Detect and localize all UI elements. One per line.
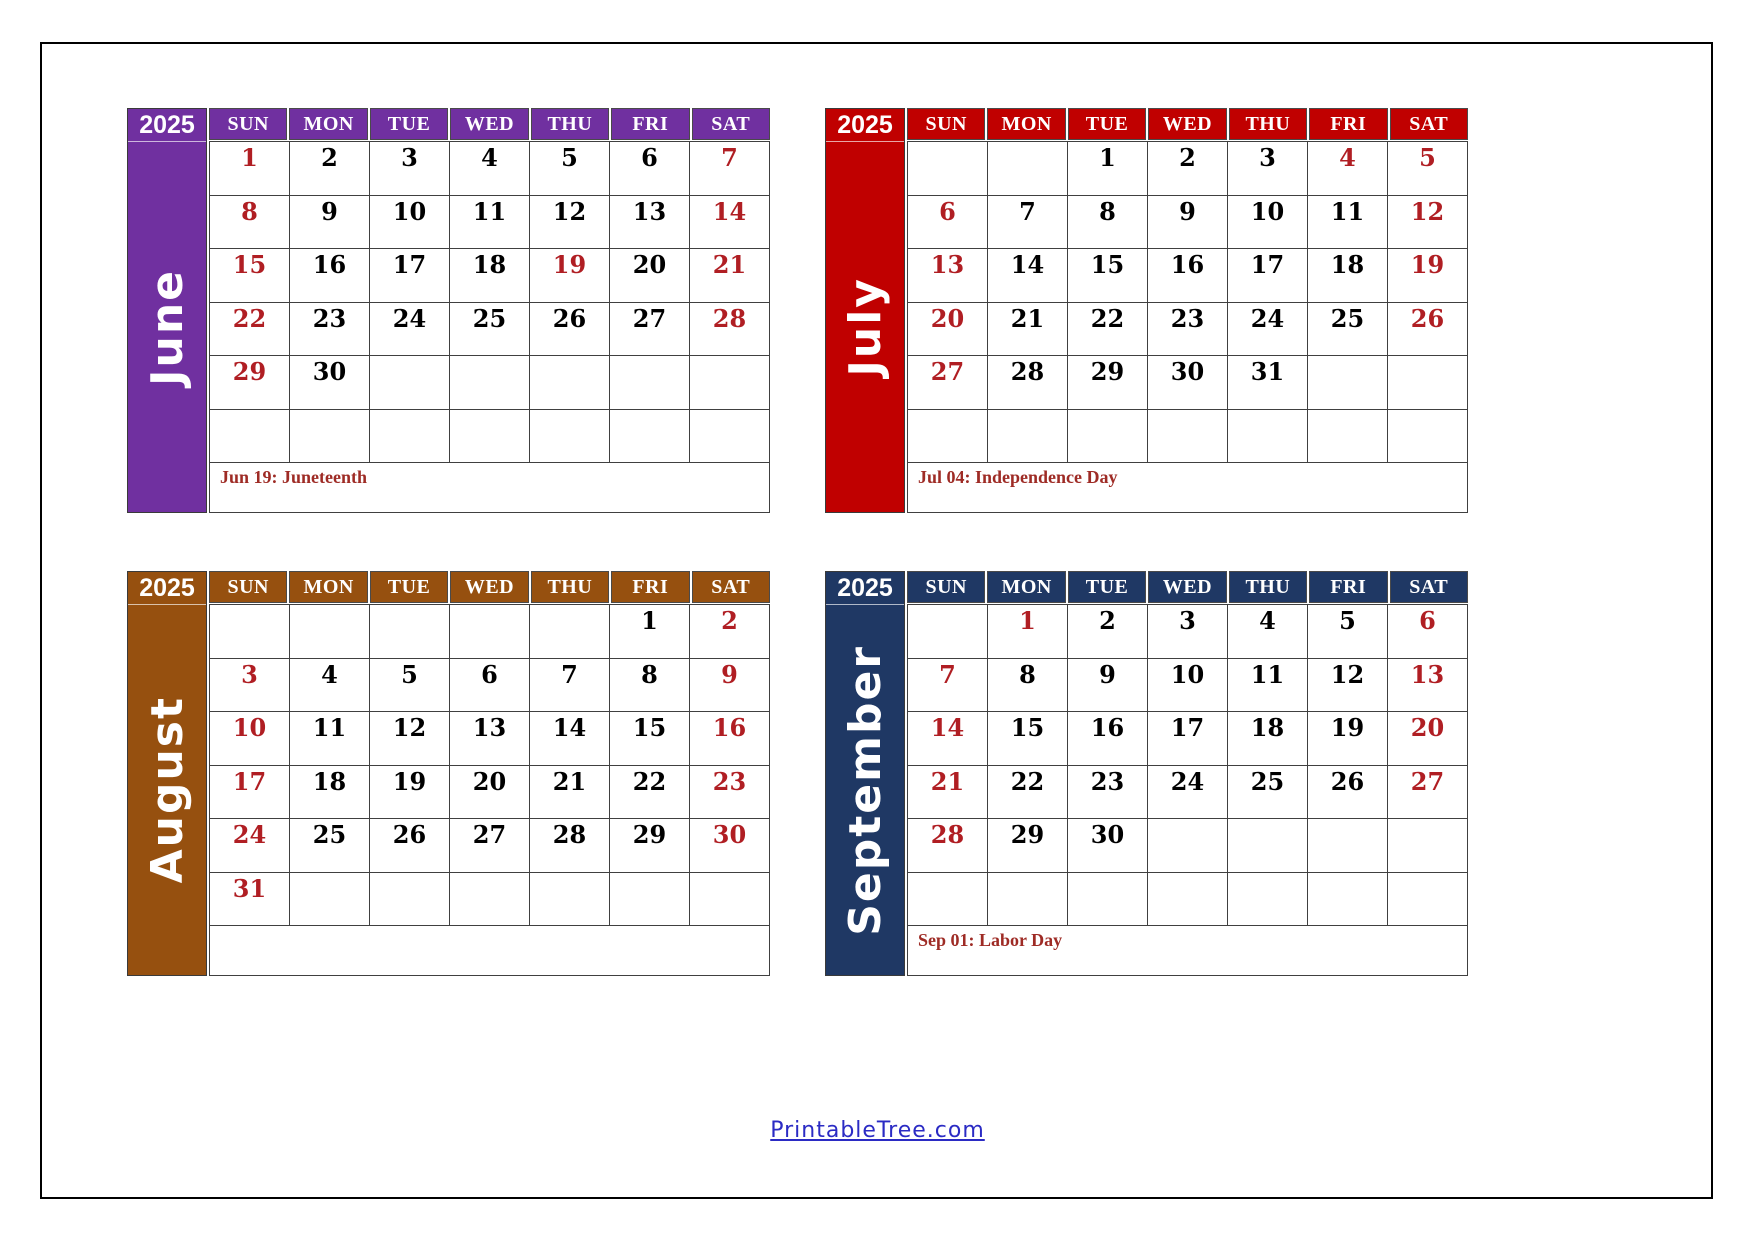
- date-cell: [530, 605, 610, 659]
- month-sidebar: [127, 108, 207, 513]
- date-cell: 26: [1388, 303, 1468, 357]
- date-cell: [370, 410, 450, 464]
- footer: [0, 1118, 1755, 1143]
- date-cell: 16: [1148, 249, 1228, 303]
- date-cell: 4: [1228, 605, 1308, 659]
- date-cell: 2: [1068, 605, 1148, 659]
- date-cell: 24: [1148, 766, 1228, 820]
- month-grid-area: [209, 108, 770, 513]
- date-grid: [209, 604, 770, 926]
- date-cell: [1228, 819, 1308, 873]
- date-cell: 10: [1228, 196, 1308, 250]
- month-name: [826, 605, 904, 975]
- date-cell: 7: [530, 659, 610, 713]
- date-cell: 12: [530, 196, 610, 250]
- date-cell: 26: [1308, 766, 1388, 820]
- date-cell: 28: [690, 303, 770, 357]
- year-label: 2025: [128, 572, 206, 605]
- date-cell: 12: [370, 712, 450, 766]
- weekday-header-thu: THU: [1229, 571, 1307, 603]
- date-cell: 19: [1388, 249, 1468, 303]
- date-cell: 1: [988, 605, 1068, 659]
- date-grid: [907, 604, 1468, 926]
- calendar-september: [825, 571, 1468, 976]
- date-cell: 11: [1228, 659, 1308, 713]
- date-cell: [450, 873, 530, 927]
- date-cell: [908, 410, 988, 464]
- date-cell: 30: [1148, 356, 1228, 410]
- date-cell: 1: [610, 605, 690, 659]
- date-cell: 7: [690, 142, 770, 196]
- date-cell: 25: [1228, 766, 1308, 820]
- date-cell: 29: [610, 819, 690, 873]
- date-cell: 28: [530, 819, 610, 873]
- date-cell: 13: [908, 249, 988, 303]
- date-cell: [1388, 873, 1468, 927]
- weekday-header-sun: SUN: [209, 108, 287, 140]
- printabletree-link[interactable]: PrintableTree.com: [770, 1118, 985, 1143]
- date-cell: 18: [1228, 712, 1308, 766]
- date-cell: 9: [290, 196, 370, 250]
- month-sidebar: [127, 571, 207, 976]
- date-cell: 5: [530, 142, 610, 196]
- date-cell: 16: [290, 249, 370, 303]
- weekday-header-row: [209, 108, 770, 140]
- weekday-header-wed: WED: [450, 108, 528, 140]
- date-cell: 17: [210, 766, 290, 820]
- date-cell: [610, 873, 690, 927]
- date-cell: 15: [988, 712, 1068, 766]
- weekday-header-sat: SAT: [1390, 108, 1468, 140]
- date-cell: 22: [1068, 303, 1148, 357]
- date-cell: 3: [370, 142, 450, 196]
- date-cell: [530, 356, 610, 410]
- weekday-header-wed: WED: [1148, 108, 1226, 140]
- date-cell: 16: [690, 712, 770, 766]
- date-cell: [1308, 410, 1388, 464]
- date-cell: 9: [1068, 659, 1148, 713]
- holiday-note: Sep 01: Labor Day: [907, 926, 1468, 976]
- date-cell: 24: [370, 303, 450, 357]
- date-cell: 14: [530, 712, 610, 766]
- date-cell: [1308, 873, 1388, 927]
- date-cell: 5: [1308, 605, 1388, 659]
- date-cell: 23: [290, 303, 370, 357]
- date-cell: [908, 142, 988, 196]
- date-grid: [907, 141, 1468, 463]
- date-cell: 14: [690, 196, 770, 250]
- calendar-june: [127, 108, 770, 513]
- month-sidebar: [825, 571, 905, 976]
- weekday-header-row: [209, 571, 770, 603]
- date-cell: 9: [1148, 196, 1228, 250]
- month-grid-area: [907, 571, 1468, 976]
- date-cell: 27: [450, 819, 530, 873]
- weekday-header-tue: TUE: [370, 108, 448, 140]
- date-cell: 8: [1068, 196, 1148, 250]
- date-cell: [290, 873, 370, 927]
- date-cell: 15: [210, 249, 290, 303]
- date-cell: [1148, 410, 1228, 464]
- date-cell: 26: [370, 819, 450, 873]
- date-cell: [450, 356, 530, 410]
- month-name-label: August: [141, 696, 193, 884]
- date-cell: 29: [1068, 356, 1148, 410]
- date-cell: 15: [1068, 249, 1148, 303]
- date-cell: 13: [450, 712, 530, 766]
- date-cell: 8: [610, 659, 690, 713]
- holiday-note: Jul 04: Independence Day: [907, 463, 1468, 513]
- date-cell: 30: [1068, 819, 1148, 873]
- date-cell: [1068, 410, 1148, 464]
- date-cell: 18: [450, 249, 530, 303]
- date-cell: 24: [210, 819, 290, 873]
- weekday-header-sat: SAT: [692, 571, 770, 603]
- date-cell: [370, 605, 450, 659]
- date-cell: [610, 410, 690, 464]
- date-cell: 27: [908, 356, 988, 410]
- date-cell: 6: [908, 196, 988, 250]
- date-cell: [988, 410, 1068, 464]
- weekday-header-sun: SUN: [907, 571, 985, 603]
- month-name: [826, 142, 904, 512]
- date-cell: 20: [908, 303, 988, 357]
- date-cell: 14: [988, 249, 1068, 303]
- date-cell: [290, 410, 370, 464]
- date-cell: [690, 356, 770, 410]
- date-cell: 21: [530, 766, 610, 820]
- date-cell: [610, 356, 690, 410]
- date-cell: [1388, 819, 1468, 873]
- date-cell: [690, 410, 770, 464]
- weekday-header-mon: MON: [289, 571, 367, 603]
- date-cell: 1: [1068, 142, 1148, 196]
- date-cell: 13: [610, 196, 690, 250]
- date-cell: 11: [1308, 196, 1388, 250]
- date-cell: [908, 873, 988, 927]
- date-cell: 21: [690, 249, 770, 303]
- date-cell: 19: [1308, 712, 1388, 766]
- date-cell: 30: [290, 356, 370, 410]
- date-cell: 3: [210, 659, 290, 713]
- date-cell: [210, 605, 290, 659]
- date-cell: 6: [450, 659, 530, 713]
- weekday-header-fri: FRI: [1309, 571, 1387, 603]
- date-cell: 24: [1228, 303, 1308, 357]
- date-cell: 7: [988, 196, 1068, 250]
- date-cell: 8: [988, 659, 1068, 713]
- weekday-header-mon: MON: [987, 571, 1065, 603]
- date-cell: 17: [370, 249, 450, 303]
- date-cell: [988, 873, 1068, 927]
- date-cell: 18: [1308, 249, 1388, 303]
- weekday-header-thu: THU: [1229, 108, 1307, 140]
- date-cell: [290, 605, 370, 659]
- date-cell: 4: [450, 142, 530, 196]
- date-cell: [1308, 356, 1388, 410]
- date-cell: [1308, 819, 1388, 873]
- date-cell: 23: [1148, 303, 1228, 357]
- date-cell: 3: [1148, 605, 1228, 659]
- date-cell: 13: [1388, 659, 1468, 713]
- weekday-header-wed: WED: [1148, 571, 1226, 603]
- date-cell: [370, 873, 450, 927]
- weekday-header-thu: THU: [531, 571, 609, 603]
- month-name: [128, 605, 206, 975]
- date-cell: 27: [1388, 766, 1468, 820]
- date-cell: 6: [1388, 605, 1468, 659]
- date-cell: 25: [450, 303, 530, 357]
- date-cell: 30: [690, 819, 770, 873]
- date-cell: 9: [690, 659, 770, 713]
- date-cell: 16: [1068, 712, 1148, 766]
- month-grid-area: [209, 571, 770, 976]
- date-cell: 5: [370, 659, 450, 713]
- calendar-july: [825, 108, 1468, 513]
- weekday-header-wed: WED: [450, 571, 528, 603]
- date-cell: 28: [908, 819, 988, 873]
- month-name-label: July: [839, 277, 891, 377]
- date-cell: [1388, 356, 1468, 410]
- date-cell: 23: [690, 766, 770, 820]
- date-cell: 31: [210, 873, 290, 927]
- year-label: 2025: [826, 572, 904, 605]
- weekday-header-sun: SUN: [907, 108, 985, 140]
- date-cell: 31: [1228, 356, 1308, 410]
- weekday-header-sat: SAT: [692, 108, 770, 140]
- date-cell: [530, 410, 610, 464]
- holiday-note: [209, 926, 770, 976]
- weekday-header-row: [907, 571, 1468, 603]
- date-cell: 6: [610, 142, 690, 196]
- weekday-header-sun: SUN: [209, 571, 287, 603]
- weekday-header-tue: TUE: [370, 571, 448, 603]
- date-cell: 8: [210, 196, 290, 250]
- date-cell: 11: [290, 712, 370, 766]
- calendar-august: [127, 571, 770, 976]
- date-cell: 7: [908, 659, 988, 713]
- date-cell: 27: [610, 303, 690, 357]
- weekday-header-row: [907, 108, 1468, 140]
- date-cell: 14: [908, 712, 988, 766]
- date-cell: 10: [1148, 659, 1228, 713]
- date-cell: [1148, 819, 1228, 873]
- date-cell: 21: [988, 303, 1068, 357]
- date-cell: 4: [290, 659, 370, 713]
- date-cell: 10: [210, 712, 290, 766]
- year-label: 2025: [826, 109, 904, 142]
- date-cell: 18: [290, 766, 370, 820]
- date-cell: 15: [610, 712, 690, 766]
- date-cell: 25: [290, 819, 370, 873]
- weekday-header-fri: FRI: [611, 108, 689, 140]
- date-cell: 17: [1148, 712, 1228, 766]
- date-cell: 17: [1228, 249, 1308, 303]
- date-cell: 10: [370, 196, 450, 250]
- date-grid: [209, 141, 770, 463]
- weekday-header-fri: FRI: [611, 571, 689, 603]
- month-sidebar: [825, 108, 905, 513]
- date-cell: 1: [210, 142, 290, 196]
- date-cell: 29: [988, 819, 1068, 873]
- date-cell: [530, 873, 610, 927]
- date-cell: 20: [1388, 712, 1468, 766]
- date-cell: [370, 356, 450, 410]
- date-cell: [450, 605, 530, 659]
- date-cell: 26: [530, 303, 610, 357]
- month-grid-area: [907, 108, 1468, 513]
- weekday-header-fri: FRI: [1309, 108, 1387, 140]
- date-cell: 20: [610, 249, 690, 303]
- date-cell: 22: [210, 303, 290, 357]
- date-cell: 21: [908, 766, 988, 820]
- date-cell: 2: [690, 605, 770, 659]
- date-cell: [210, 410, 290, 464]
- date-cell: 19: [530, 249, 610, 303]
- weekday-header-sat: SAT: [1390, 571, 1468, 603]
- date-cell: 28: [988, 356, 1068, 410]
- date-cell: 22: [988, 766, 1068, 820]
- date-cell: 19: [370, 766, 450, 820]
- date-cell: 3: [1228, 142, 1308, 196]
- date-cell: [1228, 873, 1308, 927]
- month-name-label: June: [141, 268, 193, 386]
- date-cell: [908, 605, 988, 659]
- month-name-label: September: [839, 644, 891, 936]
- date-cell: 20: [450, 766, 530, 820]
- date-cell: 11: [450, 196, 530, 250]
- date-cell: [1228, 410, 1308, 464]
- date-cell: 23: [1068, 766, 1148, 820]
- date-cell: 25: [1308, 303, 1388, 357]
- holiday-note: Jun 19: Juneteenth: [209, 463, 770, 513]
- date-cell: [1388, 410, 1468, 464]
- date-cell: 12: [1388, 196, 1468, 250]
- date-cell: [988, 142, 1068, 196]
- weekday-header-tue: TUE: [1068, 108, 1146, 140]
- date-cell: 5: [1388, 142, 1468, 196]
- year-label: 2025: [128, 109, 206, 142]
- date-cell: [450, 410, 530, 464]
- date-cell: 29: [210, 356, 290, 410]
- weekday-header-thu: THU: [531, 108, 609, 140]
- weekday-header-tue: TUE: [1068, 571, 1146, 603]
- date-cell: [1148, 873, 1228, 927]
- date-cell: 4: [1308, 142, 1388, 196]
- date-cell: [1068, 873, 1148, 927]
- date-cell: 12: [1308, 659, 1388, 713]
- date-cell: 22: [610, 766, 690, 820]
- date-cell: [690, 873, 770, 927]
- date-cell: 2: [1148, 142, 1228, 196]
- month-name: [128, 142, 206, 512]
- date-cell: 2: [290, 142, 370, 196]
- weekday-header-mon: MON: [289, 108, 367, 140]
- weekday-header-mon: MON: [987, 108, 1065, 140]
